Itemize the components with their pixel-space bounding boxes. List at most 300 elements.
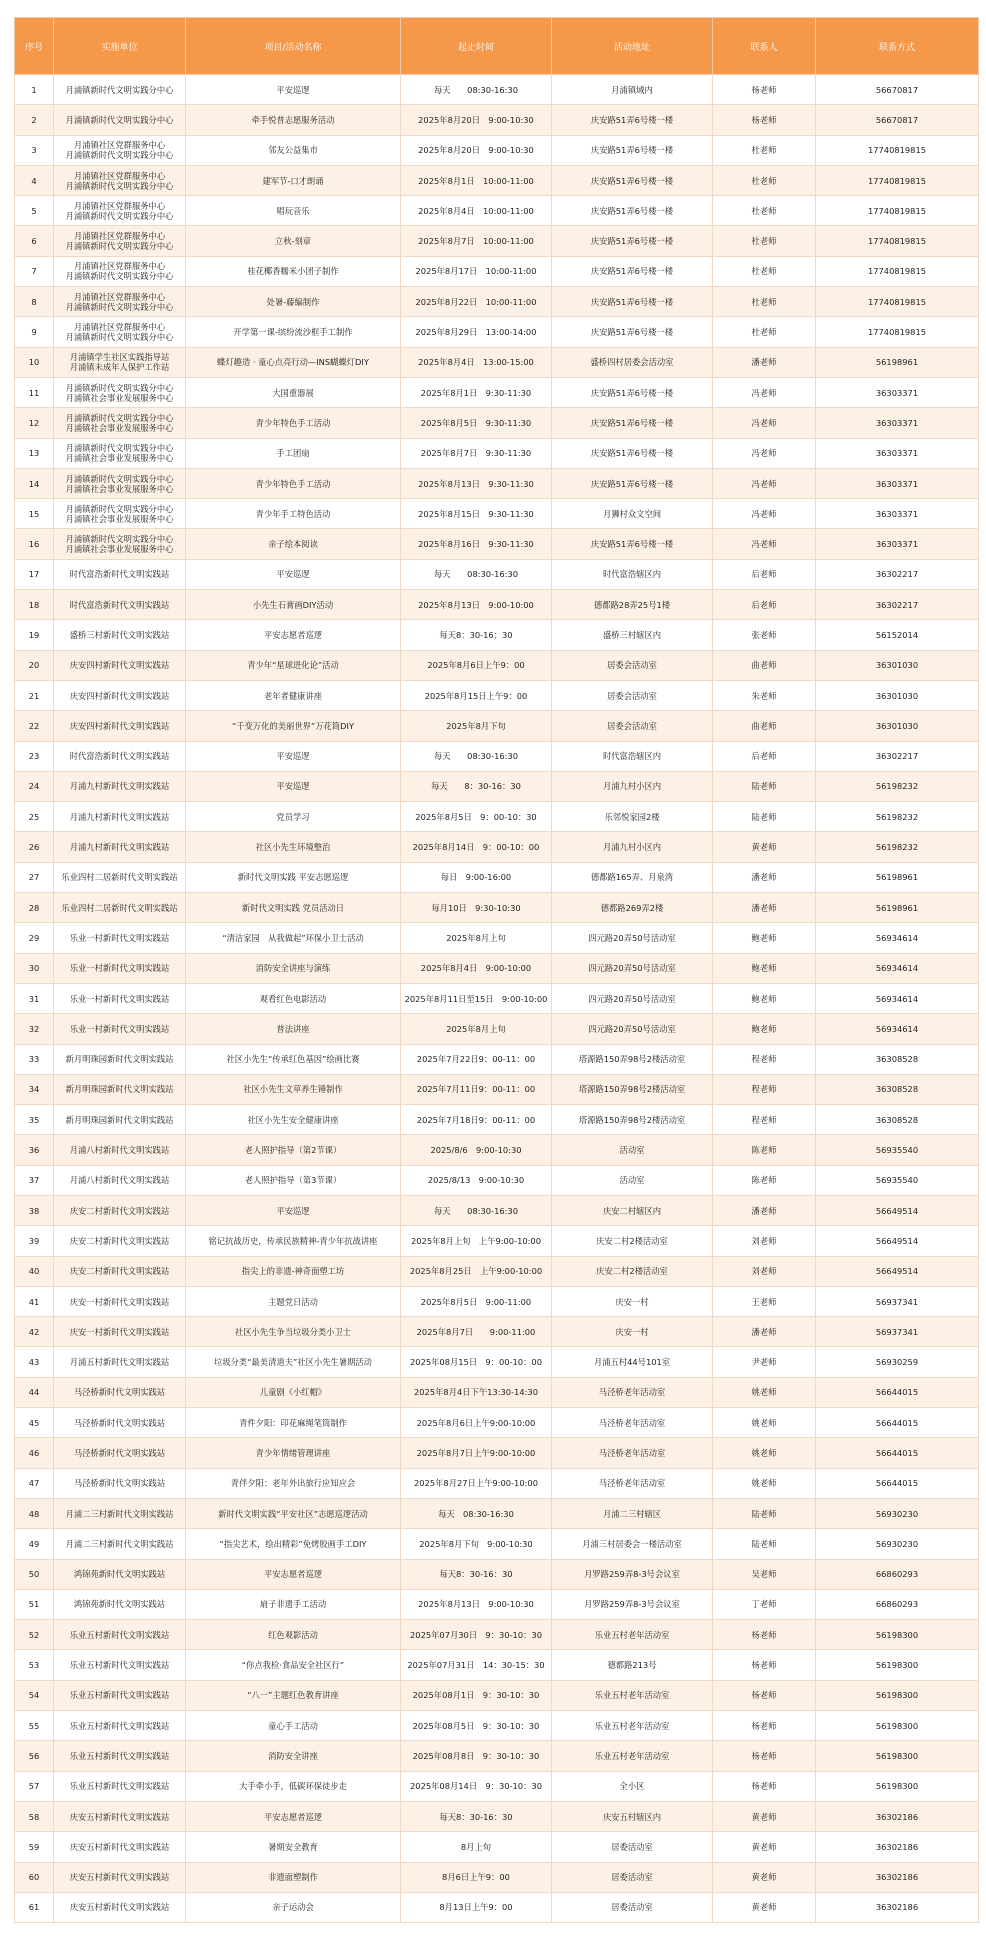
cell-index: 23 (15, 741, 54, 771)
cell-activity: 非遗面塑制作 (186, 1862, 401, 1892)
cell-contact-phone: 36308528 (816, 1074, 979, 1104)
cell-contact-person: 潘老师 (713, 1195, 816, 1225)
cell-unit: 月浦镇新时代文明实践分中心 月浦镇社会事业发展服务中心 (54, 377, 186, 407)
cell-activity: 消防安全讲座与演练 (186, 953, 401, 983)
cell-index: 61 (15, 1892, 54, 1922)
cell-address: 乐业五村老年活动室 (552, 1711, 713, 1741)
cell-time: 2025年8月6日上午9：00 (401, 650, 552, 680)
cell-activity: 青少年情绪管理讲座 (186, 1438, 401, 1468)
cell-contact-phone: 56198961 (816, 347, 979, 377)
cell-contact-person: 黄老师 (713, 1801, 816, 1831)
cell-index: 22 (15, 711, 54, 741)
cell-contact-person: 陆老师 (713, 1498, 816, 1528)
cell-unit: 庆安四村新时代文明实践站 (54, 650, 186, 680)
table-row (15, 468, 979, 498)
cell-time: 2025年08月1日 9：30-10：30 (401, 1680, 552, 1710)
cell-contact-person: 杨老师 (713, 75, 816, 105)
cell-time: 每天 8：30-16：30 (401, 771, 552, 801)
cell-unit: 乐业五村新时代文明实践站 (54, 1650, 186, 1680)
cell-index: 48 (15, 1498, 54, 1528)
cell-time: 2025年8月7日上午9:00-10:00 (401, 1438, 552, 1468)
table-row (15, 499, 979, 529)
table-row (15, 953, 979, 983)
cell-time: 2025年8月上旬 (401, 1014, 552, 1044)
cell-contact-phone: 36308528 (816, 1105, 979, 1135)
cell-unit: 月浦镇社区党群服务中心 月浦镇新时代文明实践分中心 (54, 165, 186, 195)
cell-contact-phone: 56934614 (816, 1014, 979, 1044)
cell-address: 庆安路51弄6号楼一楼 (552, 377, 713, 407)
cell-activity: 红色观影活动 (186, 1620, 401, 1650)
cell-contact-person: 黄老师 (713, 832, 816, 862)
cell-contact-phone: 56198300 (816, 1620, 979, 1650)
cell-activity: 平安巡逻 (186, 559, 401, 589)
cell-index: 13 (15, 438, 54, 468)
cell-index: 55 (15, 1711, 54, 1741)
table-row (15, 1438, 979, 1468)
table-row (15, 680, 979, 710)
cell-contact-phone: 56644015 (816, 1377, 979, 1407)
cell-index: 31 (15, 983, 54, 1013)
cell-contact-phone: 56644015 (816, 1408, 979, 1438)
cell-contact-phone: 36302217 (816, 559, 979, 589)
cell-activity: 青伴夕阳：老年外出旅行应知应会 (186, 1468, 401, 1498)
cell-time: 2025年8月22日 10:00-11:00 (401, 287, 552, 317)
table-row (15, 1711, 979, 1741)
cell-activity: “指尖艺术，绘出精彩”免烤胶画手工DIY (186, 1529, 401, 1559)
cell-activity: 平安志愿者巡逻 (186, 620, 401, 650)
cell-address: 四元路20弄50号活动室 (552, 1014, 713, 1044)
table-row (15, 1589, 979, 1619)
cell-activity: 社区小先生环境整治 (186, 832, 401, 862)
cell-address: 四元路20弄50号活动室 (552, 983, 713, 1013)
table-row (15, 802, 979, 832)
cell-unit: 盛桥三村新时代文明实践站 (54, 620, 186, 650)
cell-address: 庆安路51弄6号楼一楼 (552, 287, 713, 317)
cell-contact-phone: 36302217 (816, 741, 979, 771)
table-row (15, 741, 979, 771)
cell-time: 2025年8月4日 9:00-10:00 (401, 953, 552, 983)
cell-unit: 马泾桥新时代文明实践站 (54, 1438, 186, 1468)
activity-schedule (14, 17, 971, 1923)
cell-index: 27 (15, 862, 54, 892)
cell-unit: 月浦镇社区党群服务中心 月浦镇新时代文明实践分中心 (54, 135, 186, 165)
cell-index: 14 (15, 468, 54, 498)
cell-address: 月浦五村44号101室 (552, 1347, 713, 1377)
cell-contact-phone: 66860293 (816, 1559, 979, 1589)
cell-unit: 乐业五村新时代文明实践站 (54, 1771, 186, 1801)
cell-unit: 鸿锦苑新时代文明实践站 (54, 1589, 186, 1619)
table-row (15, 1771, 979, 1801)
cell-index: 47 (15, 1468, 54, 1498)
cell-contact-phone: 36303371 (816, 438, 979, 468)
table-row (15, 256, 979, 286)
cell-time: 8月13日上午9：00 (401, 1892, 552, 1922)
cell-contact-person: 冯老师 (713, 468, 816, 498)
cell-activity: 童心手工活动 (186, 1711, 401, 1741)
cell-contact-phone: 66860293 (816, 1589, 979, 1619)
table-row (15, 650, 979, 680)
cell-address: 月浦二三村辖区 (552, 1498, 713, 1528)
cell-unit: 时代富浩新时代文明实践站 (54, 559, 186, 589)
cell-contact-person: 朱老师 (713, 680, 816, 710)
cell-contact-person: 杜老师 (713, 226, 816, 256)
cell-contact-phone: 56198232 (816, 771, 979, 801)
table-row (15, 196, 979, 226)
cell-unit: 乐业四村二居新时代文明实践站 (54, 893, 186, 923)
cell-activity: 垃圾分类“最美清道夫”社区小先生暑期活动 (186, 1347, 401, 1377)
cell-time: 每日 9:00-16:00 (401, 862, 552, 892)
cell-unit: 月浦九村新时代文明实践站 (54, 802, 186, 832)
cell-index: 26 (15, 832, 54, 862)
cell-address: 庆安路51弄6号楼一楼 (552, 317, 713, 347)
cell-contact-phone: 36302186 (816, 1801, 979, 1831)
cell-contact-person: 曲老师 (713, 650, 816, 680)
cell-activity: 新时代文明实践“平安社区”志愿巡逻活动 (186, 1498, 401, 1528)
cell-activity: 建军节-口才朗诵 (186, 165, 401, 195)
cell-unit: 月浦镇社区党群服务中心 月浦镇新时代文明实践分中心 (54, 196, 186, 226)
table-row (15, 438, 979, 468)
cell-activity: 平安志愿者巡逻 (186, 1559, 401, 1589)
cell-index: 20 (15, 650, 54, 680)
cell-contact-phone: 36303371 (816, 468, 979, 498)
cell-activity: 桂花椰香糯米小团子制作 (186, 256, 401, 286)
cell-contact-person: 尹老师 (713, 1347, 816, 1377)
cell-activity: 处暑-藤编制作 (186, 287, 401, 317)
cell-index: 43 (15, 1347, 54, 1377)
cell-unit: 月浦镇社区党群服务中心 月浦镇新时代文明实践分中心 (54, 226, 186, 256)
cell-unit: 庆安五村新时代文明实践站 (54, 1862, 186, 1892)
cell-activity: 党员学习 (186, 802, 401, 832)
cell-contact-person: 鲍老师 (713, 953, 816, 983)
cell-time: 2025年8月20日 9:00-10:30 (401, 105, 552, 135)
cell-time: 每天 08:30-16:30 (401, 741, 552, 771)
cell-activity: “清洁家园 从我做起”环保小卫士活动 (186, 923, 401, 953)
cell-unit: 月浦二三村新时代文明实践站 (54, 1498, 186, 1528)
table-row (15, 1680, 979, 1710)
table-row (15, 1256, 979, 1286)
cell-address: 德都路269弄2楼 (552, 893, 713, 923)
cell-contact-phone: 56198300 (816, 1711, 979, 1741)
cell-contact-person: 王老师 (713, 1286, 816, 1316)
cell-index: 51 (15, 1589, 54, 1619)
cell-index: 19 (15, 620, 54, 650)
cell-time: 2025年8月4日 13:00-15:00 (401, 347, 552, 377)
cell-unit: 月浦镇新时代文明实践分中心 月浦镇社会事业发展服务中心 (54, 468, 186, 498)
table-row (15, 1226, 979, 1256)
cell-time: 每天8：30-16：30 (401, 1559, 552, 1589)
cell-index: 18 (15, 590, 54, 620)
table-row (15, 1317, 979, 1347)
cell-contact-person: 潘老师 (713, 862, 816, 892)
cell-activity: 老人照护指导（第2节课） (186, 1135, 401, 1165)
cell-contact-person: 黄老师 (713, 1832, 816, 1862)
cell-unit: 马泾桥新时代文明实践站 (54, 1408, 186, 1438)
cell-time: 每天 08:30-16:30 (401, 1195, 552, 1225)
cell-time: 2025年08月14日 9：30-10：30 (401, 1771, 552, 1801)
cell-contact-phone: 56644015 (816, 1438, 979, 1468)
cell-activity: 社区小先生争当垃圾分类小卫士 (186, 1317, 401, 1347)
table-row (15, 1347, 979, 1377)
cell-unit: 新月明珠园新时代文明实践站 (54, 1105, 186, 1135)
table-row (15, 1801, 979, 1831)
cell-contact-phone: 36303371 (816, 529, 979, 559)
table-row (15, 317, 979, 347)
cell-address: 马泾桥老年活动室 (552, 1468, 713, 1498)
cell-activity: 社区小先生文草养生锤制作 (186, 1074, 401, 1104)
cell-time: 2025/8/6 9:00-10:30 (401, 1135, 552, 1165)
cell-contact-person: 陈老师 (713, 1135, 816, 1165)
cell-activity: 蝶灯趣造 · 童心点亮行动—INS蝴蝶灯DIY (186, 347, 401, 377)
cell-contact-person: 刘老师 (713, 1226, 816, 1256)
cell-address: 月浦九村小区内 (552, 832, 713, 862)
cell-unit: 月浦镇社区党群服务中心 月浦镇新时代文明实践分中心 (54, 287, 186, 317)
cell-address: 庆安路51弄6号楼一楼 (552, 256, 713, 286)
cell-unit: 月浦镇社区党群服务中心 月浦镇新时代文明实践分中心 (54, 317, 186, 347)
cell-unit: 乐业一村新时代文明实践站 (54, 983, 186, 1013)
cell-index: 3 (15, 135, 54, 165)
cell-time: 8月上旬 (401, 1832, 552, 1862)
cell-time: 2025年8月29日 13:00-14:00 (401, 317, 552, 347)
cell-unit: 月浦镇学生社区实践指导站 月浦镇未成年人保护工作站 (54, 347, 186, 377)
cell-activity: 亲子运动会 (186, 1892, 401, 1922)
cell-index: 45 (15, 1408, 54, 1438)
cell-address: 庆安二村辖区内 (552, 1195, 713, 1225)
cell-contact-person: 姚老师 (713, 1408, 816, 1438)
cell-contact-person: 黄老师 (713, 1862, 816, 1892)
table-row (15, 1468, 979, 1498)
cell-address: 四元路20弄50号活动室 (552, 953, 713, 983)
cell-unit: 庆安二村新时代文明实践站 (54, 1256, 186, 1286)
table-row (15, 862, 979, 892)
cell-address: 庆安五村辖区内 (552, 1801, 713, 1831)
cell-contact-phone: 36302186 (816, 1862, 979, 1892)
cell-contact-person: 程老师 (713, 1074, 816, 1104)
cell-unit: 庆安一村新时代文明实践站 (54, 1317, 186, 1347)
table-row (15, 771, 979, 801)
cell-contact-phone: 17740819815 (816, 196, 979, 226)
cell-address: 月狮村众文空间 (552, 499, 713, 529)
cell-address: 月罗路259弄8-3号会议室 (552, 1589, 713, 1619)
cell-contact-phone: 56934614 (816, 923, 979, 953)
cell-contact-person: 杨老师 (713, 1741, 816, 1771)
cell-index: 44 (15, 1377, 54, 1407)
cell-unit: 乐业五村新时代文明实践站 (54, 1680, 186, 1710)
cell-time: 2025年7月22日9：00-11：00 (401, 1044, 552, 1074)
cell-contact-phone: 36301030 (816, 711, 979, 741)
cell-activity: 平安巡逻 (186, 741, 401, 771)
cell-contact-phone: 56930259 (816, 1347, 979, 1377)
cell-time: 2025年07月30日 9：30-10：30 (401, 1620, 552, 1650)
cell-index: 36 (15, 1135, 54, 1165)
cell-time: 2025年08月8日 9：30-10：30 (401, 1741, 552, 1771)
cell-unit: 庆安五村新时代文明实践站 (54, 1801, 186, 1831)
cell-address: 月浦九村小区内 (552, 771, 713, 801)
cell-contact-phone: 36302217 (816, 590, 979, 620)
cell-contact-phone: 56649514 (816, 1256, 979, 1286)
cell-unit: 月浦九村新时代文明实践站 (54, 771, 186, 801)
header-contact-phone: 联系方式 (816, 18, 979, 75)
cell-contact-phone: 56649514 (816, 1195, 979, 1225)
cell-contact-phone: 56937341 (816, 1317, 979, 1347)
table-row (15, 1498, 979, 1528)
cell-activity: 社区小先生“传承红色基因”绘画比赛 (186, 1044, 401, 1074)
cell-unit: 月浦二三村新时代文明实践站 (54, 1529, 186, 1559)
cell-activity: 青少年“星球进化论”活动 (186, 650, 401, 680)
cell-time: 2025年7月11日9：00-11：00 (401, 1074, 552, 1104)
cell-contact-phone: 36308528 (816, 1044, 979, 1074)
table-row (15, 1559, 979, 1589)
cell-time: 2025年8月6日上午9:00-10:00 (401, 1408, 552, 1438)
cell-index: 33 (15, 1044, 54, 1074)
cell-address: 庆安路51弄6号楼一楼 (552, 135, 713, 165)
cell-unit: 乐业五村新时代文明实践站 (54, 1620, 186, 1650)
cell-time: 2025年07月31日 14：30-15：30 (401, 1650, 552, 1680)
cell-time: 2025年8月25日 上午9:00-10:00 (401, 1256, 552, 1286)
cell-activity: 新时代文明实践 平安志愿巡逻 (186, 862, 401, 892)
cell-address: 庆安路51弄6号楼一楼 (552, 165, 713, 195)
cell-index: 58 (15, 1801, 54, 1831)
header-unit: 实施单位 (54, 18, 186, 75)
header-time: 起止时间 (401, 18, 552, 75)
cell-time: 2025年8月13日 9:30-11:30 (401, 468, 552, 498)
cell-time: 2025年8月下旬 9:00-10:30 (401, 1529, 552, 1559)
table-row (15, 408, 979, 438)
cell-index: 46 (15, 1438, 54, 1468)
cell-time: 2025年8月14日 9：00-10：00 (401, 832, 552, 862)
table-row (15, 1529, 979, 1559)
cell-contact-person: 张老师 (713, 620, 816, 650)
cell-index: 41 (15, 1286, 54, 1316)
cell-contact-person: 杜老师 (713, 165, 816, 195)
cell-contact-phone: 17740819815 (816, 317, 979, 347)
cell-address: 居委活动室 (552, 1832, 713, 1862)
cell-contact-person: 冯老师 (713, 499, 816, 529)
table-row (15, 347, 979, 377)
cell-unit: 庆安四村新时代文明实践站 (54, 711, 186, 741)
cell-address: 庆安一村 (552, 1286, 713, 1316)
cell-contact-person: 程老师 (713, 1105, 816, 1135)
cell-contact-person: 陈老师 (713, 1165, 816, 1195)
cell-index: 30 (15, 953, 54, 983)
cell-index: 2 (15, 105, 54, 135)
cell-unit: 月浦镇新时代文明实践分中心 月浦镇社会事业发展服务中心 (54, 438, 186, 468)
cell-contact-person: 潘老师 (713, 1317, 816, 1347)
cell-contact-person: 杜老师 (713, 135, 816, 165)
cell-time: 每天8：30-16：30 (401, 620, 552, 650)
cell-time: 2025年8月7日 10:00-11:00 (401, 226, 552, 256)
table-row (15, 1105, 979, 1135)
cell-time: 2025年8月13日 9:00-10:00 (401, 590, 552, 620)
cell-contact-phone: 36301030 (816, 680, 979, 710)
cell-activity: 铭记抗战历史，传承民族精神-青少年抗战讲座 (186, 1226, 401, 1256)
table-row (15, 711, 979, 741)
cell-address: 乐业五村老年活动室 (552, 1680, 713, 1710)
cell-contact-phone: 56198300 (816, 1680, 979, 1710)
cell-contact-phone: 36301030 (816, 650, 979, 680)
cell-contact-person: 杜老师 (713, 256, 816, 286)
cell-index: 38 (15, 1195, 54, 1225)
cell-unit: 乐业五村新时代文明实践站 (54, 1711, 186, 1741)
cell-index: 17 (15, 559, 54, 589)
cell-address: 乐业五村老年活动室 (552, 1620, 713, 1650)
cell-address: 月浦三村居委会一楼活动室 (552, 1529, 713, 1559)
cell-contact-person: 姚老师 (713, 1377, 816, 1407)
cell-time: 每天 08:30-16:30 (401, 75, 552, 105)
cell-activity: 唱玩音乐 (186, 196, 401, 226)
cell-contact-person: 后老师 (713, 559, 816, 589)
cell-contact-phone: 56198300 (816, 1771, 979, 1801)
cell-unit: 月浦九村新时代文明实践站 (54, 832, 186, 862)
cell-activity: 新时代文明实践 党员活动日 (186, 893, 401, 923)
table-row (15, 287, 979, 317)
table-row (15, 1832, 979, 1862)
cell-contact-person: 杨老师 (713, 105, 816, 135)
cell-index: 39 (15, 1226, 54, 1256)
table-row (15, 75, 979, 105)
cell-time: 2025年8月11日至15日 9:00-10:00 (401, 983, 552, 1013)
cell-contact-phone: 56937341 (816, 1286, 979, 1316)
cell-unit: 时代富浩新时代文明实践站 (54, 590, 186, 620)
cell-activity: 立秋-刻章 (186, 226, 401, 256)
cell-contact-phone: 56930230 (816, 1529, 979, 1559)
cell-unit: 月浦八村新时代文明实践站 (54, 1165, 186, 1195)
cell-time: 2025年8月15日 9:30-11:30 (401, 499, 552, 529)
cell-address: 庆安路51弄6号楼一楼 (552, 196, 713, 226)
cell-contact-phone: 56198961 (816, 862, 979, 892)
cell-index: 25 (15, 802, 54, 832)
cell-contact-phone: 36303371 (816, 499, 979, 529)
cell-activity: 扇子非遗手工活动 (186, 1589, 401, 1619)
cell-contact-person: 姚老师 (713, 1468, 816, 1498)
cell-contact-person: 冯老师 (713, 438, 816, 468)
cell-contact-person: 杨老师 (713, 1711, 816, 1741)
cell-index: 11 (15, 377, 54, 407)
cell-unit: 时代富浩新时代文明实践站 (54, 741, 186, 771)
cell-activity: 平安志愿者巡逻 (186, 1801, 401, 1831)
table-row (15, 832, 979, 862)
table-row (15, 1135, 979, 1165)
cell-contact-phone: 56934614 (816, 953, 979, 983)
cell-activity: “八一”主题红色教育讲座 (186, 1680, 401, 1710)
cell-time: 2025年8月5日 9：00-10：30 (401, 802, 552, 832)
table-row (15, 529, 979, 559)
cell-index: 12 (15, 408, 54, 438)
cell-contact-phone: 17740819815 (816, 256, 979, 286)
cell-activity: 青件夕阳：印花麻绳笔筒制作 (186, 1408, 401, 1438)
cell-time: 2025/8/13 9:00-10:30 (401, 1165, 552, 1195)
cell-activity: 开学第一课-缤纷流沙框手工制作 (186, 317, 401, 347)
cell-unit: 庆安四村新时代文明实践站 (54, 680, 186, 710)
cell-activity: 亲子绘本阅读 (186, 529, 401, 559)
cell-contact-phone: 36302186 (816, 1832, 979, 1862)
cell-activity: 儿童剧《小红帽》 (186, 1377, 401, 1407)
cell-unit: 庆安五村新时代文明实践站 (54, 1892, 186, 1922)
header-index: 序号 (15, 18, 54, 75)
cell-unit: 庆安二村新时代文明实践站 (54, 1226, 186, 1256)
cell-address: 庆安二村2楼活动室 (552, 1256, 713, 1286)
cell-activity: 老人照护指导（第3节课） (186, 1165, 401, 1195)
cell-activity: 平安巡逻 (186, 771, 401, 801)
cell-contact-person: 黄老师 (713, 1892, 816, 1922)
table-row (15, 377, 979, 407)
cell-address: 活动室 (552, 1165, 713, 1195)
cell-contact-phone: 56935540 (816, 1135, 979, 1165)
cell-time: 2025年8月上旬 (401, 923, 552, 953)
cell-time: 2025年8月17日 10:00-11:00 (401, 256, 552, 286)
cell-address: 时代富浩辖区内 (552, 559, 713, 589)
cell-index: 6 (15, 226, 54, 256)
cell-contact-person: 姚老师 (713, 1438, 816, 1468)
